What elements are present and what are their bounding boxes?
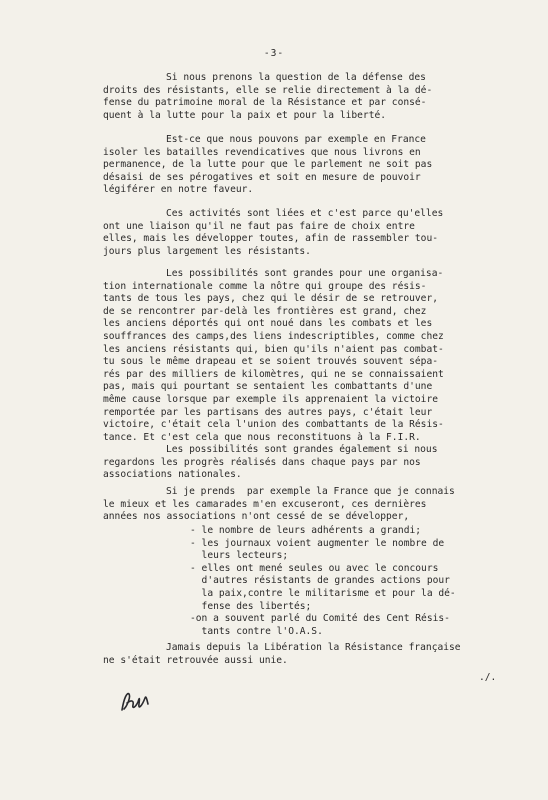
text-line: les anciens résistants qui, bien qu'ils n'aient pas combat- bbox=[103, 343, 444, 355]
text-line: victoire, c'était cela l'union des combattants de la Résis- bbox=[103, 419, 444, 431]
text-line: le mieux et les camarades m'en excuseront, ces dernières bbox=[103, 498, 427, 510]
text-line: souffrances des camps,des liens indescriptibles, comme chez bbox=[103, 330, 444, 342]
text-line: tu sous le même drapeau et se soient trouvés souvent sépa- bbox=[103, 356, 439, 368]
list-item bbox=[190, 538, 520, 563]
text-line: Les possibilités sont grandes également si nous bbox=[166, 444, 438, 455]
text-line: tants de tous les pays, chez qui le désir de se retrouver, bbox=[103, 293, 439, 305]
list-item bbox=[190, 613, 520, 638]
paragraph-2 bbox=[103, 134, 523, 197]
text-line: désaisi de ses pérogatives et soit en mesure de pouvoir bbox=[103, 171, 421, 183]
text-line: permanence, de la lutte pour que le parlement ne soit pas bbox=[103, 159, 433, 171]
text-line: même cause lorsque par exemple ils apprenaient la victoire bbox=[103, 393, 439, 405]
text-line: Si nous prenons la question de la défense des bbox=[166, 72, 426, 83]
page-number: -3- bbox=[263, 48, 285, 59]
text-line: -on a souvent parlé du Comité des Cent Résis- bbox=[190, 613, 450, 625]
paragraph-5 bbox=[103, 444, 523, 482]
text-line: Jamais depuis la Libération la Résistance française bbox=[166, 642, 461, 653]
closing-paragraph bbox=[103, 642, 523, 667]
end-marker: ./. bbox=[479, 672, 497, 683]
handwritten-initials-icon bbox=[118, 688, 152, 714]
text-line: tance. Et c'est cela que nous reconstituons à la F.I.R. bbox=[103, 431, 421, 443]
text-line: Ces activités sont liées et c'est parce qu'elles bbox=[166, 208, 444, 219]
text-line: - les journaux voient augmenter le nombre de bbox=[190, 537, 445, 549]
list-item bbox=[190, 525, 520, 538]
text-line: quent à la lutte pour la paix et pour la liberté. bbox=[103, 109, 387, 121]
text-line: - elles ont mené seules ou avec le concours bbox=[190, 562, 439, 574]
paragraph-4 bbox=[103, 268, 523, 444]
paragraph-6 bbox=[103, 486, 523, 524]
text-line: la paix,contre le militarisme et pour la dé- bbox=[190, 587, 456, 599]
text-line: associations nationales. bbox=[103, 469, 242, 481]
text-line: rés par des milliers de kilomètres, qui ne se connaissaient bbox=[103, 368, 444, 380]
text-line: jours plus largement les résistants. bbox=[103, 245, 311, 257]
achievements-list bbox=[190, 525, 520, 638]
text-line: isoler les batailles revendicatives que nous livrons en bbox=[103, 146, 421, 158]
paragraph-3 bbox=[103, 208, 523, 258]
text-line: ont une liaison qu'il ne faut pas faire de choix entre bbox=[103, 220, 415, 232]
text-line: d'autres résistants de grandes actions pour bbox=[190, 575, 450, 587]
text-line: Si je prends par exemple la France que je connais bbox=[166, 486, 455, 497]
paragraph-1 bbox=[103, 72, 523, 122]
text-line: fense des libertés; bbox=[190, 600, 312, 612]
text-line: légiférer en notre faveur. bbox=[103, 184, 254, 196]
text-line: ne s'était retrouvée aussi unie. bbox=[103, 654, 288, 666]
text-line: - le nombre de leurs adhérents a grandi; bbox=[190, 525, 422, 536]
text-line: droits des résistants, elle se relie directement à la dé- bbox=[103, 84, 433, 96]
text-line: de se rencontrer par-delà les frontières est grand, chez bbox=[103, 305, 427, 317]
text-line: regardons les progrès réalisés dans chaque pays par nos bbox=[103, 456, 421, 468]
text-line: pas, mais qui pourtant se sentaient les combattants d'une bbox=[103, 381, 433, 393]
text-line: remportée par les partisans des autres pays, c'était leur bbox=[103, 406, 433, 418]
text-line: leurs lecteurs; bbox=[190, 550, 289, 562]
text-line: Est-ce que nous pouvons par exemple en France bbox=[166, 134, 426, 145]
text-line: elles, mais les développer toutes, afin de rassembler tou- bbox=[103, 233, 439, 245]
list-item bbox=[190, 563, 520, 613]
text-line: années nos associations n'ont cessé de se développer, bbox=[103, 511, 410, 523]
text-line: tants contre l'O.A.S. bbox=[190, 625, 323, 637]
text-line: les anciens déportés qui ont noué dans les combats et les bbox=[103, 318, 433, 330]
text-line: fense du patrimoine moral de la Résistance et par consé- bbox=[103, 97, 427, 109]
text-line: Les possibilités sont grandes pour une organisa- bbox=[166, 268, 444, 279]
text-line: tion internationale comme la nôtre qui groupe des résis- bbox=[103, 280, 427, 292]
